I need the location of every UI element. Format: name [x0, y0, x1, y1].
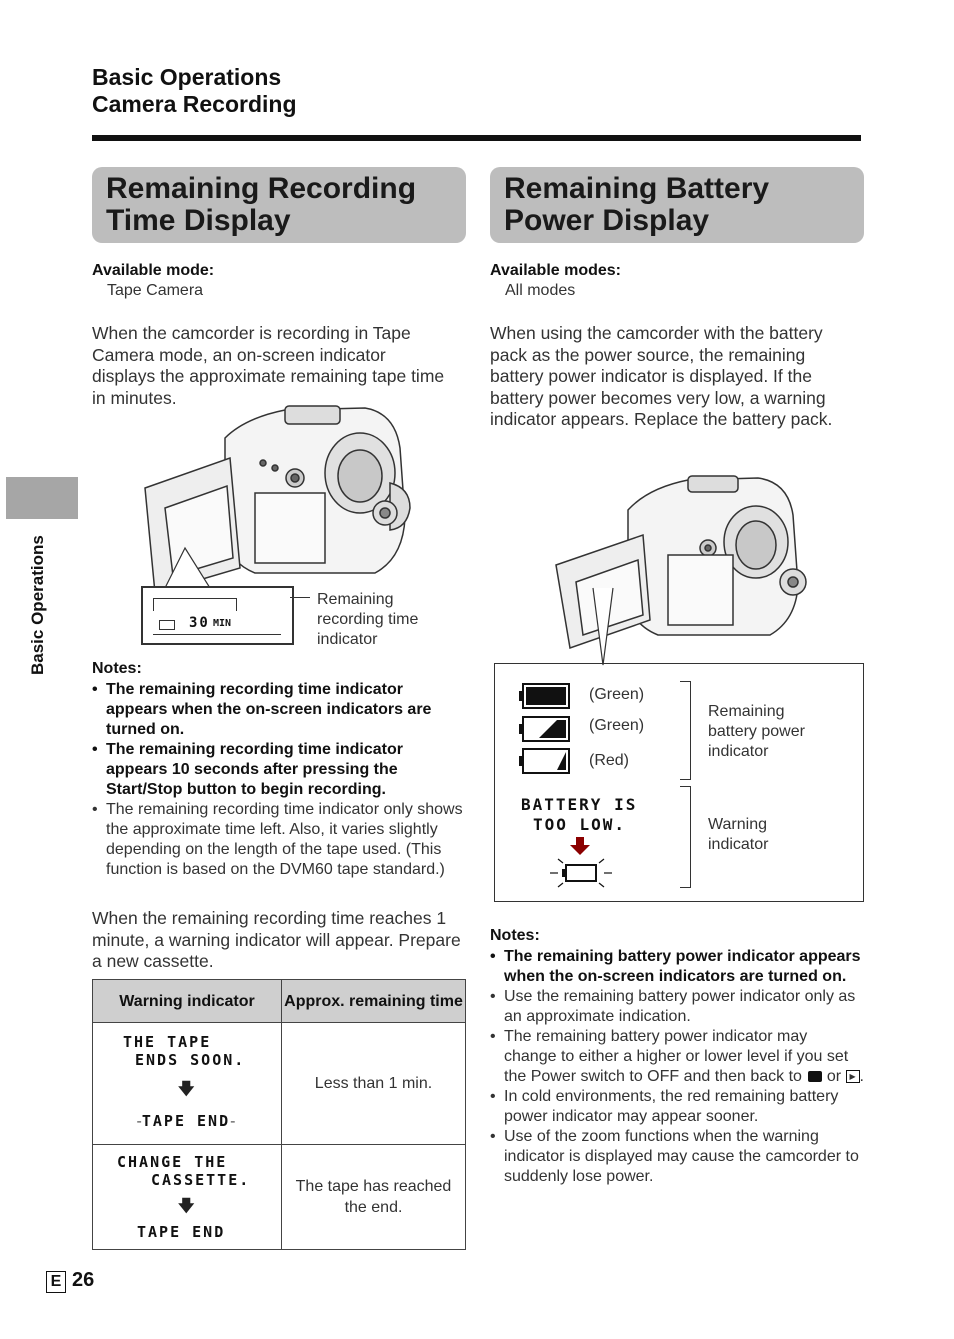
down-arrow-icon: 🡇	[178, 1198, 195, 1215]
list-item: • Use the remaining battery power indicator only as an approximate indication.	[490, 987, 864, 1027]
cassette-icon	[159, 620, 175, 630]
left-available-value: Tape Camera	[107, 282, 204, 299]
list-item: • In cold environments, the red remaining battery power indicator may appear sooner.	[490, 1087, 864, 1127]
recording-time-title: Remaining Recording Time Display	[92, 167, 466, 243]
table-header-time: Approx. remaining time	[282, 980, 466, 1023]
right-notes-label: Notes:	[490, 927, 540, 944]
page-number-value: 26	[72, 1269, 95, 1291]
table-header-warning: Warning indicator	[93, 980, 282, 1023]
header-rule	[92, 135, 861, 141]
list-item: • The remaining recording time indicator only shows the approximate time left. Also, it varies slightly depending on the length of the tape used. (This function is based on the DVM60 tape standard.)	[92, 800, 466, 880]
warning-bracket	[680, 786, 691, 888]
header-line2: Camera Recording	[92, 91, 297, 117]
list-item: • Use of the zoom functions when the warning indicator is displayed may cause the camcorder to suddenly lose power.	[490, 1127, 864, 1187]
list-item: • The remaining recording time indicator appears when the on-screen indicators are turned on.	[92, 680, 466, 740]
left-available-label: Available mode:	[92, 262, 215, 279]
table-row	[93, 1145, 466, 1250]
page-number	[46, 1269, 94, 1293]
side-tab-marker	[6, 477, 78, 519]
warn-text: TAPE END	[137, 1223, 226, 1241]
time-less-than-1min: Less than 1 min.	[282, 1023, 466, 1145]
left-notes-list	[92, 680, 466, 880]
battery-warning-text: TOO LOW.	[533, 815, 627, 834]
battery-warning-text: BATTERY IS	[521, 795, 638, 814]
blinking-battery-icon	[548, 837, 614, 891]
right-notes-list	[490, 947, 864, 1187]
play-icon: ▶	[846, 1070, 860, 1083]
battery-level-mid: (Green)	[589, 717, 645, 734]
tape-end-blink: -TAPE END-	[136, 1112, 236, 1130]
camera-icon	[808, 1071, 822, 1082]
left-warn-paragraph: When the remaining recording time reaches 1 minute, a warning indicator will appear. Prepare a new cassette.	[92, 908, 461, 971]
warn-text: CHANGE THE	[117, 1153, 228, 1171]
warning-table	[92, 979, 466, 1250]
right-available-label: Available modes:	[490, 262, 622, 279]
time-reached-end: The tape has reached the end.	[282, 1145, 466, 1250]
language-badge: E	[46, 1271, 66, 1293]
left-notes-label: Notes:	[92, 660, 142, 677]
battery-level-icons	[519, 682, 575, 778]
warn-text: ENDS SOON.	[135, 1051, 246, 1069]
list-item: • The remaining recording time indicator appears 10 seconds after pressing the Start/Stop button to begin recording.	[92, 740, 466, 800]
callout-line	[290, 597, 310, 598]
left-intro: When the camcorder is recording in Tape Camera mode, an on-screen indicator displays the approximate remaining tape time in minutes.	[92, 323, 445, 408]
remaining-time-readout: 30	[189, 615, 210, 631]
right-intro: When using the camcorder with the battery pack as the power source, the remaining battery power indicator is displayed. If the battery power becomes very low, a warning indicator appears. Replace the battery pack.	[490, 323, 833, 429]
camcorder-illustration-right	[548, 470, 828, 670]
warning-indicator-callout: Warning indicator	[708, 816, 769, 853]
battery-level-full: (Green)	[589, 686, 645, 703]
battery-power-title: Remaining Battery Power Display	[490, 167, 864, 243]
battery-level-callout: Remaining battery power indicator	[708, 703, 805, 760]
right-available-value: All modes	[505, 282, 576, 299]
list-item: • The remaining battery power indicator may change to either a higher or lower level if you set the Power switch to OFF and then back to or ▶ .	[490, 1027, 864, 1087]
remaining-time-unit: MIN	[213, 618, 232, 629]
table-row	[93, 1023, 466, 1145]
header-line1: Basic Operations	[92, 64, 282, 90]
page-header	[92, 64, 297, 118]
side-tab-label: Basic Operations	[28, 535, 47, 675]
down-arrow-icon: 🡇	[178, 1081, 195, 1098]
remaining-time-callout: Remaining recording time indicator	[317, 591, 419, 648]
screen-readout-box	[141, 586, 294, 645]
warn-text: CASSETTE.	[151, 1171, 251, 1189]
warn-text: THE TAPE	[123, 1033, 212, 1051]
battery-level-low: (Red)	[589, 752, 630, 769]
list-item: • The remaining battery power indicator appears when the on-screen indicators are turned on.	[490, 947, 864, 987]
level-bracket	[680, 681, 691, 780]
